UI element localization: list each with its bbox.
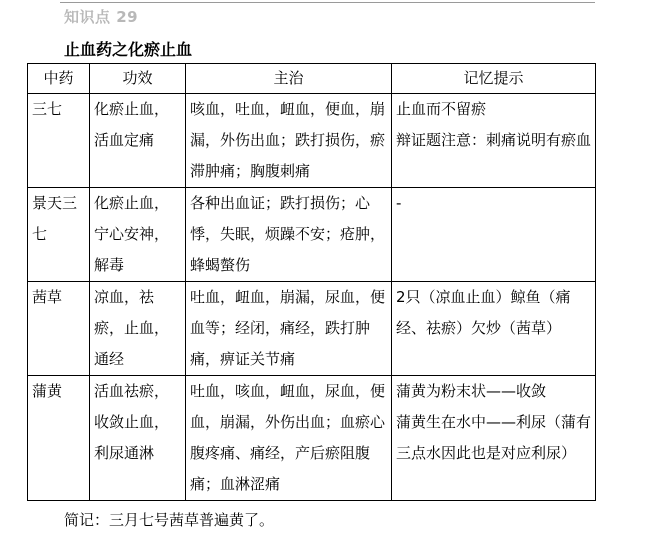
memory-cell	[392, 376, 596, 501]
herb-cell: 三七	[28, 94, 90, 188]
section-title: 止血药之化瘀止血	[64, 40, 193, 59]
indications-cell: 咳血，吐血，衄血，便血，崩漏，外伤出血；跌打损伤，瘀滞肿痛；胸腹刺痛	[186, 94, 392, 188]
column-header-herb: 中药	[28, 64, 90, 94]
column-header-memory: 记忆提示	[392, 64, 596, 94]
column-header-indications: 主治	[186, 64, 392, 94]
table-header-row	[28, 64, 596, 94]
mnemonic-note: 简记：三月七号茜草普遍黄了。	[64, 511, 275, 529]
memory-line: -	[396, 194, 402, 212]
indications-cell: 吐血，衄血，崩漏，尿血，便血等；经闭，痛经，跌打肿痛，痹证关节痛	[186, 282, 392, 376]
memory-cell	[392, 94, 596, 188]
memory-line: 蒲黄为粉末状——收敛	[396, 382, 547, 400]
table-row	[28, 282, 596, 376]
memory-line: 辩证题注意：刺痛说明有瘀血	[396, 131, 592, 149]
memory-line: 2只（凉血止血）鲸鱼（痛经、祛瘀）欠炒（茜草）	[396, 288, 571, 337]
memory-line: 蒲黄生在水中——利尿（蒲有三点水因此也是对应利尿）	[396, 413, 592, 462]
herb-cell: 茜草	[28, 282, 90, 376]
table-row	[28, 94, 596, 188]
knowledge-point-label: 知识点 29	[64, 8, 139, 26]
efficacy-cell: 凉血，祛瘀，止血，通经	[90, 282, 186, 376]
table-row	[28, 188, 596, 282]
memory-cell	[392, 282, 596, 376]
efficacy-cell: 化瘀止血，活血定痛	[90, 94, 186, 188]
top-divider	[60, 2, 595, 3]
herb-cell: 蒲黄	[28, 376, 90, 501]
column-header-efficacy: 功效	[90, 64, 186, 94]
efficacy-cell: 活血祛瘀，收敛止血，利尿通淋	[90, 376, 186, 501]
herb-table	[27, 63, 596, 501]
indications-cell: 吐血，咳血，衄血，尿血，便血，崩漏，外伤出血；血瘀心腹疼痛、痛经，产后瘀阻腹痛；血淋涩痛	[186, 376, 392, 501]
efficacy-cell: 化瘀止血，宁心安神，解毒	[90, 188, 186, 282]
indications-cell: 各种出血证；跌打损伤；心悸，失眠，烦躁不安；疮肿，蜂蝎螫伤	[186, 188, 392, 282]
memory-line: 止血而不留瘀	[396, 100, 487, 118]
herb-cell: 景天三七	[28, 188, 90, 282]
table-row	[28, 376, 596, 501]
memory-cell	[392, 188, 596, 282]
